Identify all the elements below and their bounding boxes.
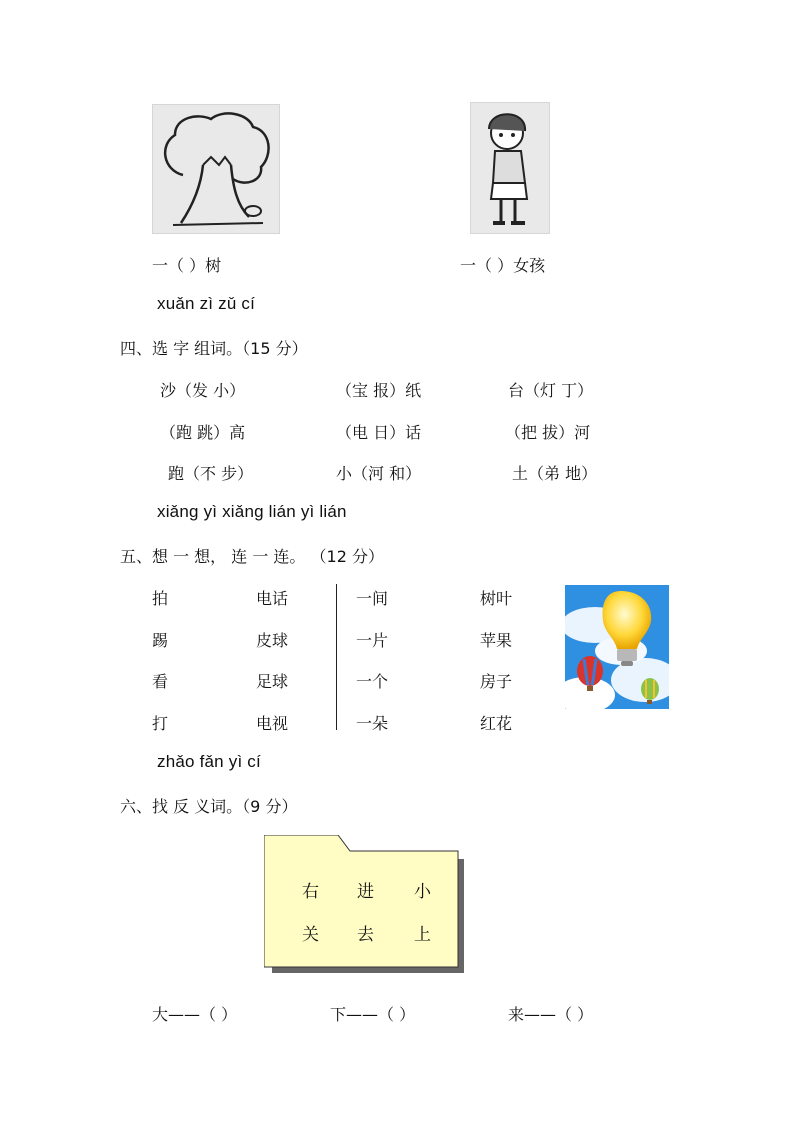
verb-item: 看 <box>152 672 169 691</box>
object-item: 树叶 <box>480 589 513 608</box>
section4-pinyin: xuǎn zì zǔ cí <box>157 294 256 313</box>
object-item: 红花 <box>480 714 513 733</box>
lightbulb-picture <box>565 585 669 709</box>
measure-item: 一个 <box>356 672 389 691</box>
folder-word: 进 <box>357 882 374 902</box>
object-item: 房子 <box>480 672 513 691</box>
antonym-blank: 下——（ ） <box>330 1005 416 1024</box>
section4-heading: 四、选 字 组词。（15 分） <box>120 339 308 358</box>
lightbulb-balloons-icon <box>565 585 669 709</box>
s4-item: 土（弟 地） <box>512 464 598 483</box>
s4-item: （跑 跳）高 <box>160 423 246 442</box>
s4-item: 跑（不 步） <box>168 464 254 483</box>
tree-icon <box>153 105 279 233</box>
verb-item: 拍 <box>152 589 169 608</box>
measure-item: 一朵 <box>356 714 389 733</box>
word-folder <box>264 835 464 975</box>
antonym-blank: 大——（ ） <box>152 1005 238 1024</box>
verb-item: 踢 <box>152 631 169 650</box>
section6-pinyin: zhǎo fǎn yì cí <box>157 752 261 771</box>
section6-heading: 六、找 反 义词。（9 分） <box>120 797 298 816</box>
object-item: 苹果 <box>480 631 513 650</box>
noun-item: 电话 <box>256 589 289 608</box>
folder-word: 上 <box>414 925 431 945</box>
s4-item: （电 日）话 <box>336 423 422 442</box>
tree-picture <box>152 104 280 234</box>
folder-word: 小 <box>414 882 431 902</box>
s4-item: 台（灯 丁） <box>508 381 594 400</box>
noun-item: 电视 <box>256 714 289 733</box>
folder-word: 右 <box>302 882 319 902</box>
folder-word: 去 <box>357 925 374 945</box>
verb-item: 打 <box>152 714 169 733</box>
s4-item: 沙（发 小） <box>160 381 246 400</box>
measure-item: 一间 <box>356 589 389 608</box>
girl-blank-label: 一（ ）女孩 <box>460 256 546 275</box>
column-divider <box>336 584 337 730</box>
s4-item: 小（河 和） <box>336 464 422 483</box>
folder-word: 关 <box>302 925 319 945</box>
tree-blank-label: 一（ ）树 <box>152 256 222 275</box>
noun-item: 皮球 <box>256 631 289 650</box>
measure-item: 一片 <box>356 631 389 650</box>
girl-icon <box>471 103 549 233</box>
girl-picture <box>470 102 550 234</box>
noun-item: 足球 <box>256 672 289 691</box>
s4-item: （宝 报）纸 <box>336 381 422 400</box>
antonym-blank: 来——（ ） <box>508 1005 594 1024</box>
section5-heading: 五、想 一 想， 连 一 连。 （12 分） <box>120 547 384 566</box>
section5-pinyin: xiǎng yì xiǎng lián yì lián <box>157 502 347 521</box>
s4-item: （把 拔）河 <box>505 423 591 442</box>
